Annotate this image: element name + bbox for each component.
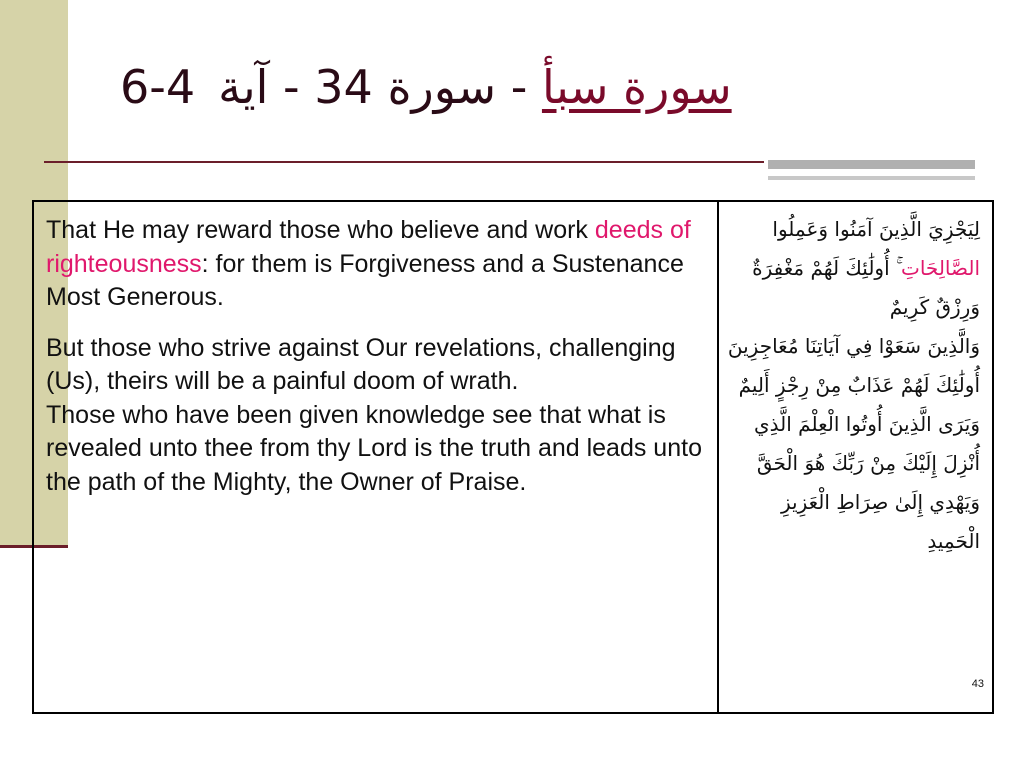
arabic-verse-5: وَالَّذِينَ سَعَوْا فِي آيَاتِنَا مُعَاجِزِينَ أُولَٰئِكَ لَهُمْ عَذَابٌ مِنْ رِجْزٍ أَلِيمٌ <box>727 334 980 397</box>
verses-table <box>32 200 994 714</box>
title-divider-accent-thin <box>768 176 975 180</box>
arabic-verse-4 <box>727 210 980 327</box>
arabic-column <box>719 202 992 712</box>
english-verse-4 <box>46 214 705 315</box>
title-dash-2: - <box>283 60 300 114</box>
title-ayah-range: 4-6 <box>120 60 196 114</box>
title-divider-accent-thick <box>768 160 975 169</box>
english-verse-4-text-1: That He may reward those who believe and work <box>46 216 595 244</box>
english-verse-4-highlight: deeds of righteousness <box>46 216 691 278</box>
page-number: 43 <box>971 678 984 690</box>
arabic-verse-6: وَيَرَى الَّذِينَ أُوتُوا الْعِلْمَ الَّذِي أُنْزِلَ إِلَيْكَ مِنْ رَبِّكَ هُوَ الْحَقَّ وَيَهْدِي إِلَىٰ صِرَاطِ الْعَزِيزِ الْحَمِيدِ <box>754 412 980 553</box>
arabic-verse-4-highlight: الصَّالِحَاتِ <box>900 256 980 280</box>
english-verse-5: But those who strive against Our revelations, challenging (Us), theirs will be a painful doom of wrath. <box>46 333 676 395</box>
slide-title <box>120 60 860 140</box>
title-divider <box>44 161 764 163</box>
english-column <box>34 202 719 712</box>
surah-name-link[interactable]: سورة سبأ <box>541 60 732 114</box>
title-ayah-label: آية <box>218 60 269 114</box>
arabic-verse-4-text-2: ۚ أُولَٰئِكَ لَهُمْ مَغْفِرَةٌ وَرِزْقٌ كَرِيمٌ <box>752 256 980 319</box>
title-dash-1: - <box>510 60 528 114</box>
english-verse-6: Those who have been given knowledge see that what is revealed unto thee from thy Lord is the truth and leads unto the path of the Mighty, the Owner of Praise. <box>46 400 702 496</box>
english-verse-4-text-2: : for them is Forgiveness and a Sustenance Most Generous. <box>46 249 684 311</box>
title-surah-number: سورة 34 <box>314 60 497 114</box>
arabic-verse-4-text-1: لِيَجْزِيَ الَّذِينَ آمَنُوا وَعَمِلُوا <box>772 217 980 241</box>
